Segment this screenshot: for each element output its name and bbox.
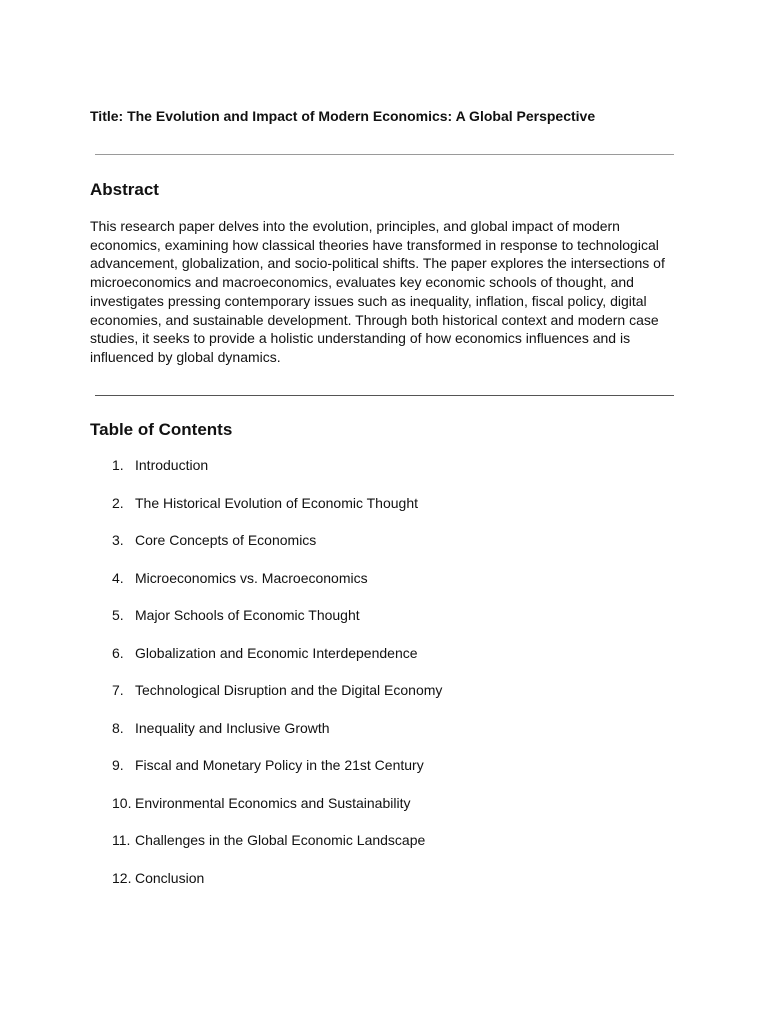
toc-item-number: 12. <box>112 869 132 886</box>
toc-item-label: The Historical Evolution of Economic Thought <box>135 494 418 511</box>
toc-item-label: Fiscal and Monetary Policy in the 21st Century <box>135 757 424 773</box>
toc-item <box>112 531 442 569</box>
toc-item-label: Challenges in the Global Economic Landscape <box>135 832 426 848</box>
toc-item <box>112 869 442 907</box>
toc-item <box>112 644 442 682</box>
toc-item-label: Conclusion <box>135 869 205 886</box>
toc-item-number: 8. <box>112 719 124 736</box>
toc-item-label: Inequality and Inclusive Growth <box>135 719 330 736</box>
toc-item-number: 10. <box>112 794 132 811</box>
toc-heading: Table of Contents <box>90 420 233 439</box>
toc-item-label: Microeconomics vs. Macroeconomics <box>135 569 368 586</box>
toc-item-label: Technological Disruption and the Digital Economy <box>135 682 443 698</box>
toc-item-label: Introduction <box>135 457 209 473</box>
toc-item <box>112 606 442 644</box>
toc-item <box>112 794 442 832</box>
divider <box>95 154 674 155</box>
toc-item <box>112 569 442 607</box>
toc-list <box>112 456 442 906</box>
toc-item-label: Core Concepts of Economics <box>135 532 317 548</box>
toc-item-number: 4. <box>112 569 124 586</box>
toc-item-label: Environmental Economics and Sustainability <box>135 794 411 811</box>
abstract-paragraph: This research paper delves into the evolution, principles, and global impact of modern economics, examining how classical theories have transformed in response to technological advancement, globalization, and socio-political shifts. The paper explores the intersections of microeconomics and macroeconomics, evaluates key economic schools of thought, and investigates pressing contemporary issues such as inequality, inflation, fiscal policy, digital economies, and sustainable development. Through both historical context and modern case studies, it seeks to provide a holistic understanding of how economics influences and is influenced by global dynamics. <box>90 218 665 365</box>
toc-item <box>112 494 442 532</box>
toc-item-number: 9. <box>112 757 124 773</box>
toc-item <box>112 756 442 794</box>
toc-item-label: Major Schools of Economic Thought <box>135 607 360 623</box>
toc-item-number: 3. <box>112 532 124 548</box>
abstract-heading: Abstract <box>90 180 159 199</box>
toc-item-label: Globalization and Economic Interdependence <box>135 644 418 661</box>
document-title: Title: The Evolution and Impact of Modern Economics: A Global Perspective <box>90 108 596 124</box>
toc-item-number: 11. <box>112 832 131 848</box>
toc-item <box>112 719 442 757</box>
toc-item <box>112 831 442 869</box>
toc-item <box>112 456 442 494</box>
divider <box>95 395 674 396</box>
toc-item-number: 6. <box>112 644 124 661</box>
toc-item <box>112 681 442 719</box>
toc-item-number: 7. <box>112 682 124 698</box>
toc-item-number: 1. <box>112 457 124 473</box>
toc-item-number: 2. <box>112 494 124 511</box>
toc-item-number: 5. <box>112 607 124 623</box>
